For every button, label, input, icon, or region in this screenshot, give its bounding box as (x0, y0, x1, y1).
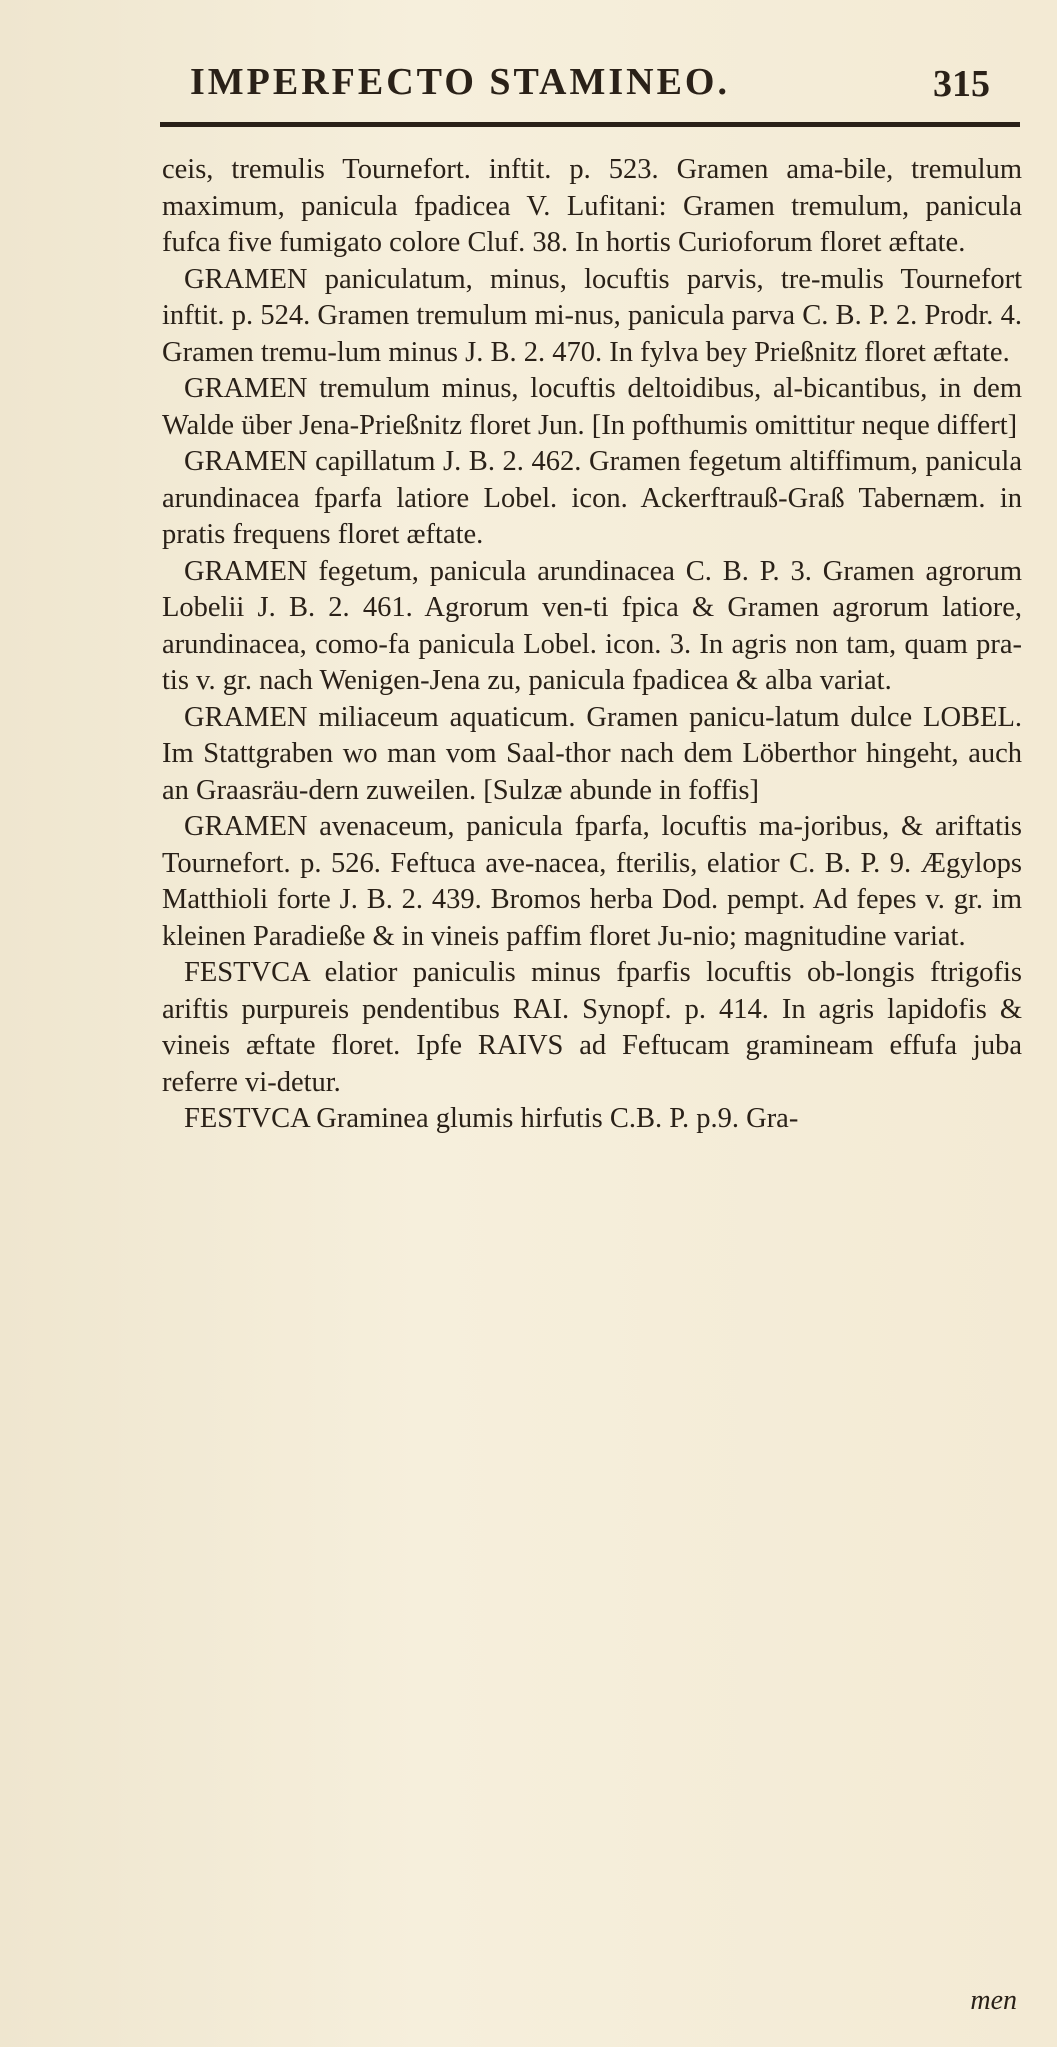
page-number: 315 (933, 63, 990, 105)
entry-festuca-elatior: FESTVCA elatior paniculis minus fparfis locuftis ob-longis ftrigofis ariftis purpureis pendentibus RAI. Synopf. p. 414. In agris lapidofis & vineis æftate floret. Ipfe RAIVS ad Feftucam gramineam effufa juba referre vi-detur. (162, 957, 1022, 1098)
entry-gramen-tremulum-minus: GRAMEN tremulum minus, locuftis deltoidibus, al-bicantibus, in dem Walde über Jena-Prießnitz floret Jun. [In pofthumis omittitur neque differt] (162, 373, 1022, 441)
entry-continuation: ceis, tremulis Tournefort. inftit. p. 523. Gramen ama-bile, tremulum maximum, panicula fpadicea V. Lufitani: Gramen tremulum, panicula fufca five fumigato colore Cluf. 38. In hortis Curioforum floret æftate. (162, 154, 1022, 258)
entry-gramen-avenaceum: GRAMEN avenaceum, panicula fparfa, locuftis ma-joribus, & ariftatis Tournefort. p. 526. Feftuca ave-nacea, fterilis, elatior C. B. P. 9. Ægylops Matthioli forte J. B. 2. 439. Bromos herba Dod. pempt. Ad fepes v. gr. im kleinen Paradieße & in vineis paffim floret Ju-nio; magnitudine variat. (162, 811, 1022, 952)
entry-gramen-miliaceum: GRAMEN miliaceum aquaticum. Gramen panicu-latum dulce LOBEL. Im Stattgraben wo man vom Saal-thor nach dem Löberthor hingeht, auch an Graasräu-dern zuweilen. [Sulzæ abunde in foffis] (162, 701, 1022, 806)
entry-gramen-segetum: GRAMEN fegetum, panicula arundinacea C. B. P. 3. Gramen agrorum Lobelii J. B. 2. 461. Agrorum ven-ti fpica & Gramen agrorum latiore, arundinacea, como-fa panicula Lobel. icon. 3. In agris non tam, quam pra-tis v. gr. nach Wenigen-Jena zu, panicula fpadicea & alba variat. (162, 555, 1022, 696)
page-header (150, 52, 1010, 122)
catchword: men (970, 1985, 1017, 2016)
entry-gramen-capillatum: GRAMEN capillatum J. B. 2. 462. Gramen fegetum altiffimum, panicula arundinacea fparfa latiore Lobel. icon. Ackerftrauß-Graß Tabernæm. in pratis frequens floret æftate. (162, 446, 1022, 550)
text-body (162, 152, 1022, 1138)
running-head: IMPERFECTO STAMINEO. (190, 61, 730, 103)
entry-festuca-graminea: FESTVCA Graminea glumis hirfutis C.B. P. p.9. Gra- (184, 1103, 799, 1134)
header-rule (160, 122, 1020, 127)
entry-gramen-paniculatum: GRAMEN paniculatum, minus, locuftis parvis, tre-mulis Tournefort inftit. p. 524. Gramen tremulum mi-nus, panicula parva C. B. P. 2. Prodr. 4. Gramen tremu-lum minus J. B. 2. 470. In fylva bey Prießnitz floret æftate. (162, 263, 1022, 368)
